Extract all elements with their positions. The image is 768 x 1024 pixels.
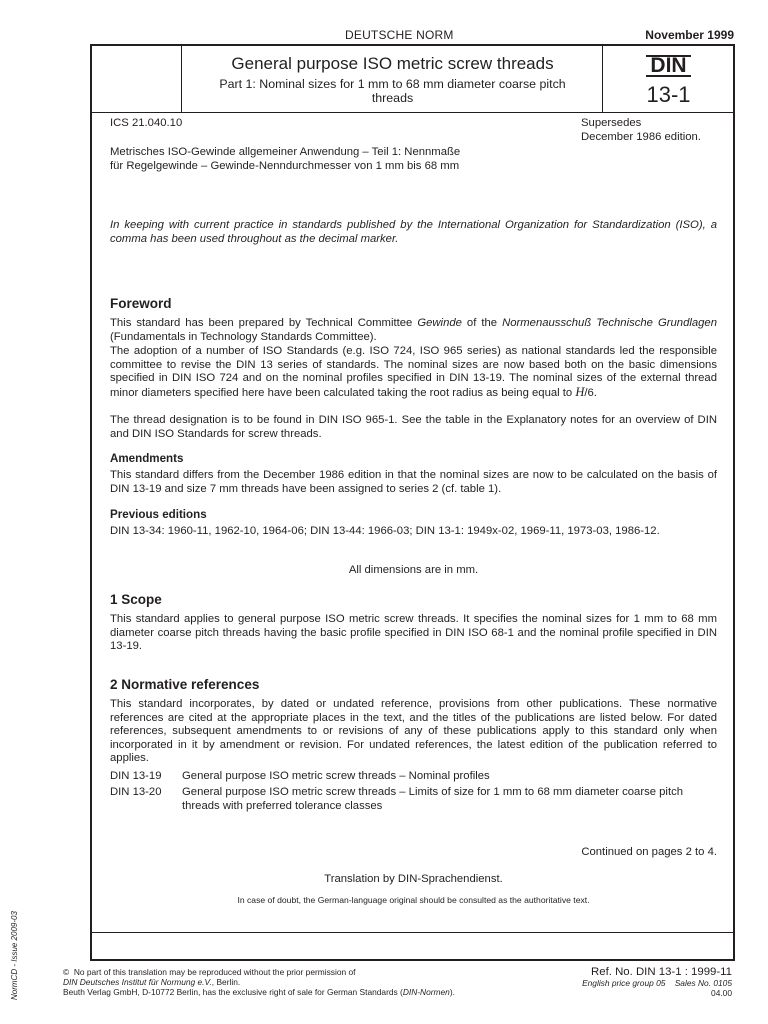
document-frame [90,44,735,961]
foreword-p2-a: The adoption of a number of ISO Standards (e.g. ISO 724, ISO 965 series) as national standards led the responsible committee to revise the DIN 13 series of standards. The nominal sizes are now based both on the basic dimensions specified in DIN ISO 724 and on the nominal profiles specified in DIN 13-19. The nominal sizes of the external thread minor diameters specified here have been calculated taking the root radius as being equal to [110,345,717,399]
copyright-line-2b: , Berlin. [211,977,241,987]
supersedes-line-2: December 1986 edition. [581,130,701,143]
reference-title: General purpose ISO metric screw threads – Nominal profiles [182,770,490,782]
footer-copyright [63,967,533,997]
header-title-cell [183,46,603,112]
header-din-cell [604,46,733,112]
foreword-p1-c: of the [461,317,503,329]
price-group: English price group 05 [582,978,666,988]
copyright-symbol: © [63,967,70,977]
copyright-line-3-a: Beuth Verlag GmbH, D-10772 Berlin, has the exclusive right of sale for German Standards ( [63,987,403,997]
scope-heading: 1 Scope [110,592,162,607]
reference-title: General purpose ISO metric screw threads – Limits of size for 1 mm to 68 mm diameter coarse pitch threads with preferred tolerance classes [182,786,684,812]
previous-editions-heading: Previous editions [110,508,207,521]
previous-editions-text: DIN 13-34: 1960-11, 1962-10, 1964-06; DIN 13-44: 1966-03; DIN 13-1: 1949x-02, 1969-11, 1973-03, 1986-12. [110,525,660,537]
foreword-p2-c: /6. [584,386,597,399]
normative-references-heading: 2 Normative references [110,677,260,692]
dimensions-note: All dimensions are in mm. [348,564,479,576]
document-title: General purpose ISO metric screw threads [231,54,554,73]
foreword-p1-d: Normenausschuß Technische Grundlagen [502,317,717,329]
top-line [0,28,768,44]
german-title-line-1: Metrisches ISO-Gewinde allgemeiner Anwendung – Teil 1: Nennmaße [110,146,461,158]
header-left-cell [92,46,182,112]
german-title [110,146,717,173]
side-issue-note: NormCD - Issue 2009-03 [10,911,19,1000]
foreword-paragraph-1 [110,317,717,344]
reference-code: DIN 13-20 [110,786,162,798]
issue-date: November 1999 [645,28,734,42]
continued-note: Continued on pages 2 to 4. [581,846,717,858]
amendments-heading: Amendments [110,452,184,465]
copyright-line-2: DIN Deutsches Institut für Normung e.V. [63,977,212,987]
supersedes-line-1: Supersedes [581,117,642,129]
normative-references-text: This standard incorporates, by dated or undated reference, provisions from other publications. These normative references are cited at the appropriate places in the text, and the titles of the publications are listed below. For dated references, subsequent amendments to or revisions of any of these publications apply to this standard only when incorporated in it by amendment or revision. For undated references, the latest edition of the publication referred to applies. [110,698,717,765]
document-subtitle: Part 1: Nominal sizes for 1 mm to 68 mm diameter coarse pitch threads [219,77,566,105]
copyright-line-1: No part of this translation may be reproduced without the prior permission of [73,967,356,977]
footer-reference [582,966,732,998]
foreword-p2-b: H [575,384,585,399]
copyright-line-3-c: ). [449,987,455,997]
decimal-marker-note: In keeping with current practice in standards published by the International Organization for Standardization (ISO), a comma has been used throughout as the decimal marker. [110,219,717,245]
foreword-paragraph-3: The thread designation is to be found in DIN ISO 965-1. See the table in the Explanatory notes for an overview of DIN and DIN ISO Standards for screw threads. [110,414,717,440]
deutsche-norm-label: DEUTSCHE NORM [345,28,454,42]
reference-number: Ref. No. DIN 13-1 : 1999-11 [591,966,732,978]
footer-code: 04.00 [711,988,732,998]
din-logo: DIN [646,55,690,77]
german-title-line-2: für Regelgewinde – Gewinde-Nenndurchmesser von 1 mm bis 68 mm [110,159,460,172]
reference-code: DIN 13-19 [110,770,162,782]
doubt-note: In case of doubt, the German-language original should be consulted as the authoritative text. [237,895,590,905]
din-number: 13-1 [646,82,691,107]
bottom-divider [92,932,733,933]
scope-text: This standard applies to general purpose ISO metric screw threads. It specifies the nominal sizes for 1 mm to 68 mm diameter coarse pitch threads having the basic profile specified in DIN ISO 68-1 and the nominal profile specified in DIN 13-19. [110,613,717,653]
foreword-p1-a: This standard has been prepared by Technical Committee [110,317,418,329]
header-divider [92,112,733,113]
translation-note: Translation by DIN-Sprachendienst. [324,873,503,885]
foreword-p1-e: (Fundamentals in Technology Standards Committee). [110,330,377,343]
copyright-line-3-b: DIN-Normen [402,987,450,997]
foreword-paragraph-2 [110,345,717,400]
foreword-heading: Foreword [110,296,172,311]
sales-number: Sales No. 0105 [674,978,732,988]
amendments-text: This standard differs from the December 1986 edition in that the nominal sizes are now to be calculated on the basis of DIN 13-19 and size 7 mm threads have been assigned to series 2 (cf. table 1). [110,469,717,495]
supersedes-note [581,117,721,144]
foreword-p1-b: Gewinde [417,317,462,329]
ics-code: ICS 21.040.10 [110,117,183,129]
